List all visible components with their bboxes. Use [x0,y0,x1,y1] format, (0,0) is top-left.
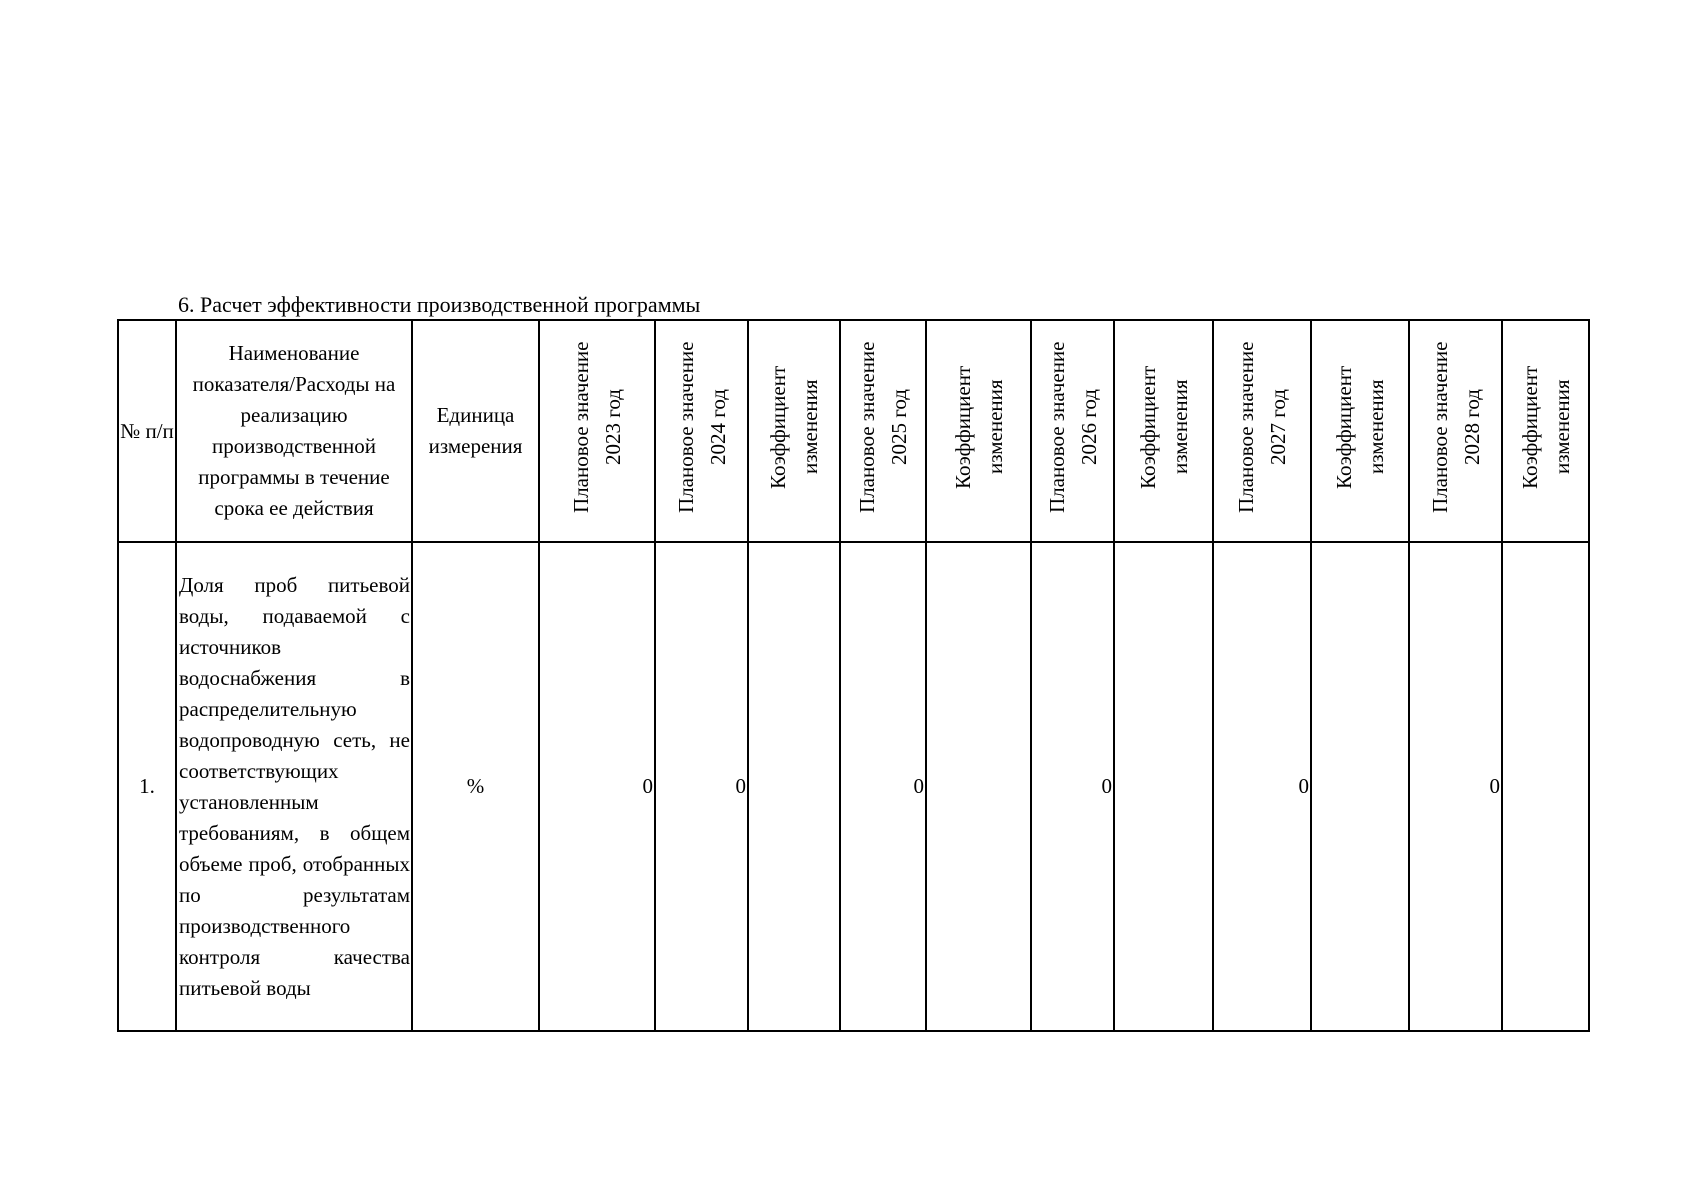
row-plan-2027: 0 [1213,542,1311,1031]
header-coef-2028-label: Коэффициент изменения [1517,364,1574,489]
header-plan-2026 [1031,320,1114,542]
row-plan-2025: 0 [840,542,926,1031]
row-coef-2026 [1114,542,1213,1031]
header-plan-2023-label: Плановое значение 2023 год [569,340,625,513]
row-coef-2025 [926,542,1031,1031]
header-coef-2027-label: Коэффициент изменения [1332,364,1388,489]
header-plan-2027 [1213,320,1311,542]
header-plan-2028 [1409,320,1502,542]
header-coef-2025 [926,320,1031,542]
efficiency-table [117,319,1590,1032]
header-coef-2028 [1502,320,1589,542]
section-title: 6. Расчет эффективности производственной программы [178,292,701,317]
row-plan-2023: 0 [539,542,655,1031]
row-num: 1. [118,542,176,1031]
header-plan-2025-label: Плановое значение 2025 год [855,340,911,513]
row-plan-2024: 0 [655,542,748,1031]
header-coef-2024 [748,320,840,542]
header-coef-2026 [1114,320,1213,542]
header-plan-2023 [539,320,655,542]
header-plan-2024-label: Плановое значение 2024 год [673,340,730,513]
header-coef-2027 [1311,320,1409,542]
row-coef-2027 [1311,542,1409,1031]
row-plan-2026: 0 [1031,542,1114,1031]
header-coef-2026-label: Коэффициент изменения [1135,364,1192,489]
header-plan-2025 [840,320,926,542]
header-plan-2028-label: Плановое значение 2028 год [1427,340,1484,513]
header-plan-2027-label: Плановое значение 2027 год [1234,340,1290,513]
row-indicator-name: Доля проб питьевой воды, подаваемой с источников водоснабжения в распределительную водопроводную сеть, не соответствующих установленным требованиям, в общем объеме проб, отобранных по результатам производственного контроля качества питьевой воды [176,542,412,1031]
header-coef-2024-label: Коэффициент изменения [766,364,822,489]
row-unit: % [412,542,539,1031]
header-num: № п/п [118,320,176,542]
row-coef-2028 [1502,542,1589,1031]
header-plan-2026-label: Плановое значение 2026 год [1044,340,1101,513]
row-coef-2024 [748,542,840,1031]
header-plan-2024 [655,320,748,542]
table-header-row [118,320,1589,542]
header-coef-2025-label: Коэффициент изменения [950,364,1007,489]
header-unit: Единица измерения [412,320,539,542]
header-name: Наименование показателя/Расходы на реализацию производственной программы в течение срока ее действия [176,320,412,542]
row-plan-2028: 0 [1409,542,1502,1031]
table-row [118,542,1589,1031]
